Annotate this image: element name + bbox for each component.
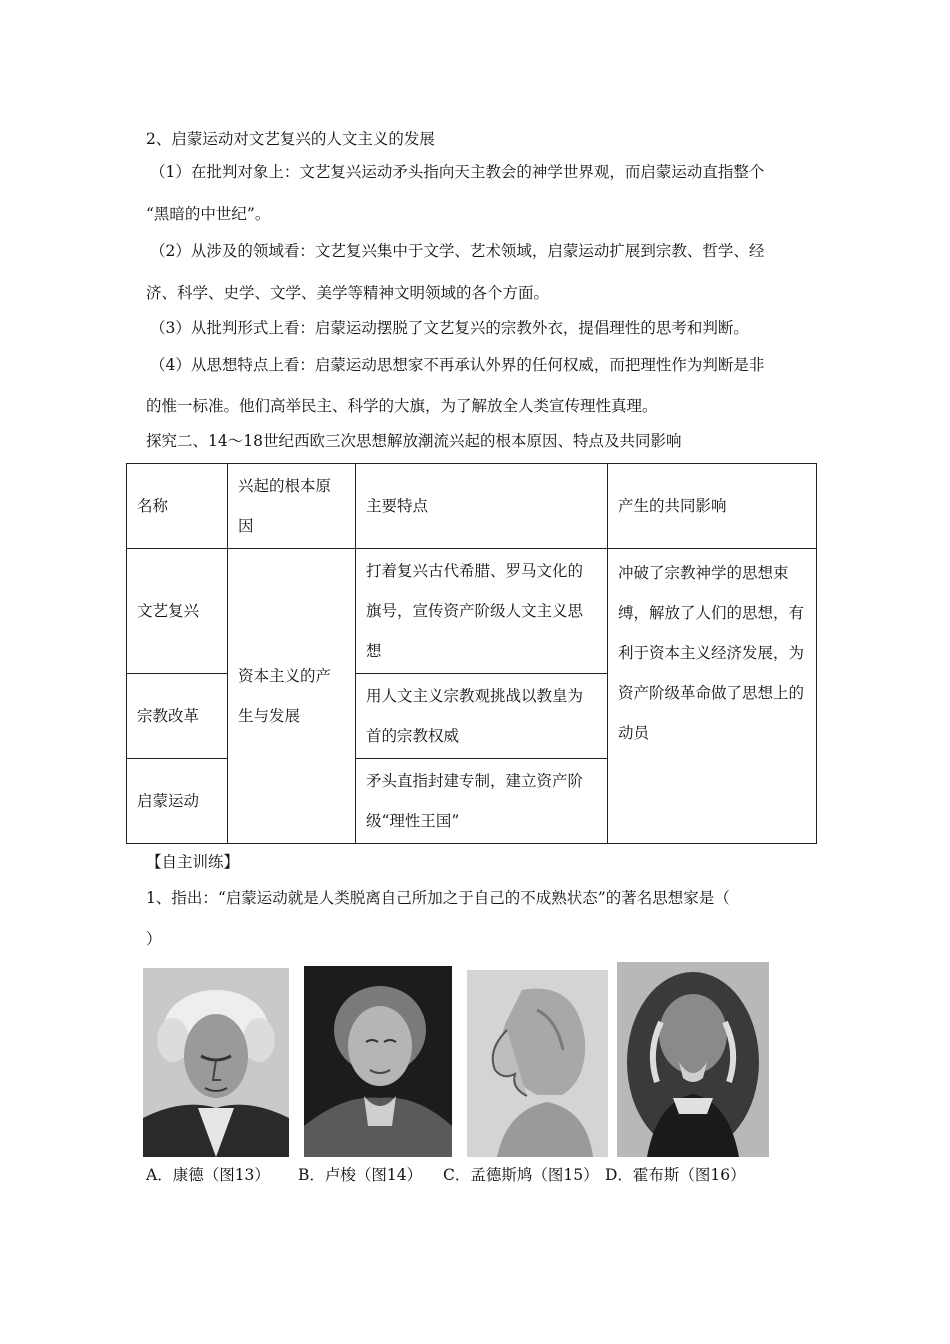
point2-line2: 济、科学、史学、文学、美学等精神文明领域的各个方面。: [146, 284, 550, 302]
header-impact: 产生的共同影响: [608, 464, 817, 549]
option-c[interactable]: C．孟德斯鸠（图15）: [443, 1166, 599, 1184]
portrait-montesquieu-image: [467, 970, 608, 1157]
movement-name: 宗教改革: [127, 674, 228, 759]
option-b[interactable]: B．卢梭（图14）: [298, 1166, 423, 1184]
option-d[interactable]: D．霍布斯（图16）: [605, 1166, 746, 1184]
comparison-table: [126, 463, 817, 844]
header-features: 主要特点: [356, 464, 608, 549]
point1-line1: （1）在批判对象上：文艺复兴运动矛头指向天主教会的神学世界观，而启蒙运动直指整个: [150, 163, 765, 181]
table-header-row: [127, 464, 817, 549]
question1-line2: ）: [146, 930, 162, 948]
practice-heading: 【自主训练】: [146, 853, 240, 871]
header-root-cause: 兴起的根本原因: [228, 464, 356, 549]
point4-line1: （4）从思想特点上看：启蒙运动思想家不再承认外界的任何权威，而把理性作为判断是非: [150, 356, 765, 374]
movement-name: 启蒙运动: [127, 759, 228, 844]
point4-line2: 的惟一标准。他们高举民主、科学的大旗，为了解放全人类宣传理性真理。: [146, 397, 658, 415]
explore2-heading: 探究二、14～18世纪西欧三次思想解放潮流兴起的根本原因、特点及共同影响: [146, 432, 682, 450]
movement-name: 文艺复兴: [127, 549, 228, 674]
portrait-kant-image: [143, 968, 289, 1157]
table-row: [127, 549, 817, 674]
feature-cell: 打着复兴古代希腊、罗马文化的旗号，宣传资产阶级人文主义思想: [356, 549, 608, 674]
point1-line2: “黑暗的中世纪”。: [146, 205, 271, 223]
root-cause-cell: 资本主义的产生与发展: [228, 549, 356, 844]
point3-line: （3）从批判形式上看：启蒙运动摆脱了文艺复兴的宗教外衣，提倡理性的思考和判断。: [150, 319, 749, 337]
point2-line1: （2）从涉及的领域看：文艺复兴集中于文学、艺术领域，启蒙运动扩展到宗教、哲学、经: [150, 242, 765, 260]
feature-cell: 矛头直指封建专制，建立资产阶级“理性王国”: [356, 759, 608, 844]
option-a[interactable]: A．康德（图13）: [146, 1166, 270, 1184]
section2-heading: 2、启蒙运动对文艺复兴的人文主义的发展: [146, 130, 435, 148]
question1-line1: 1、指出：“启蒙运动就是人类脱离自己所加之于自己的不成熟状态”的著名思想家是（: [146, 889, 730, 907]
impact-cell: 冲破了宗教神学的思想束缚，解放了人们的思想，有利于资本主义经济发展，为资产阶级革命做了思想上的动员: [608, 549, 817, 844]
portrait-rousseau-image: [304, 966, 452, 1157]
header-name: 名称: [127, 464, 228, 549]
feature-cell: 用人文主义宗教观挑战以教皇为首的宗教权威: [356, 674, 608, 759]
portrait-hobbes-image: [617, 962, 769, 1157]
